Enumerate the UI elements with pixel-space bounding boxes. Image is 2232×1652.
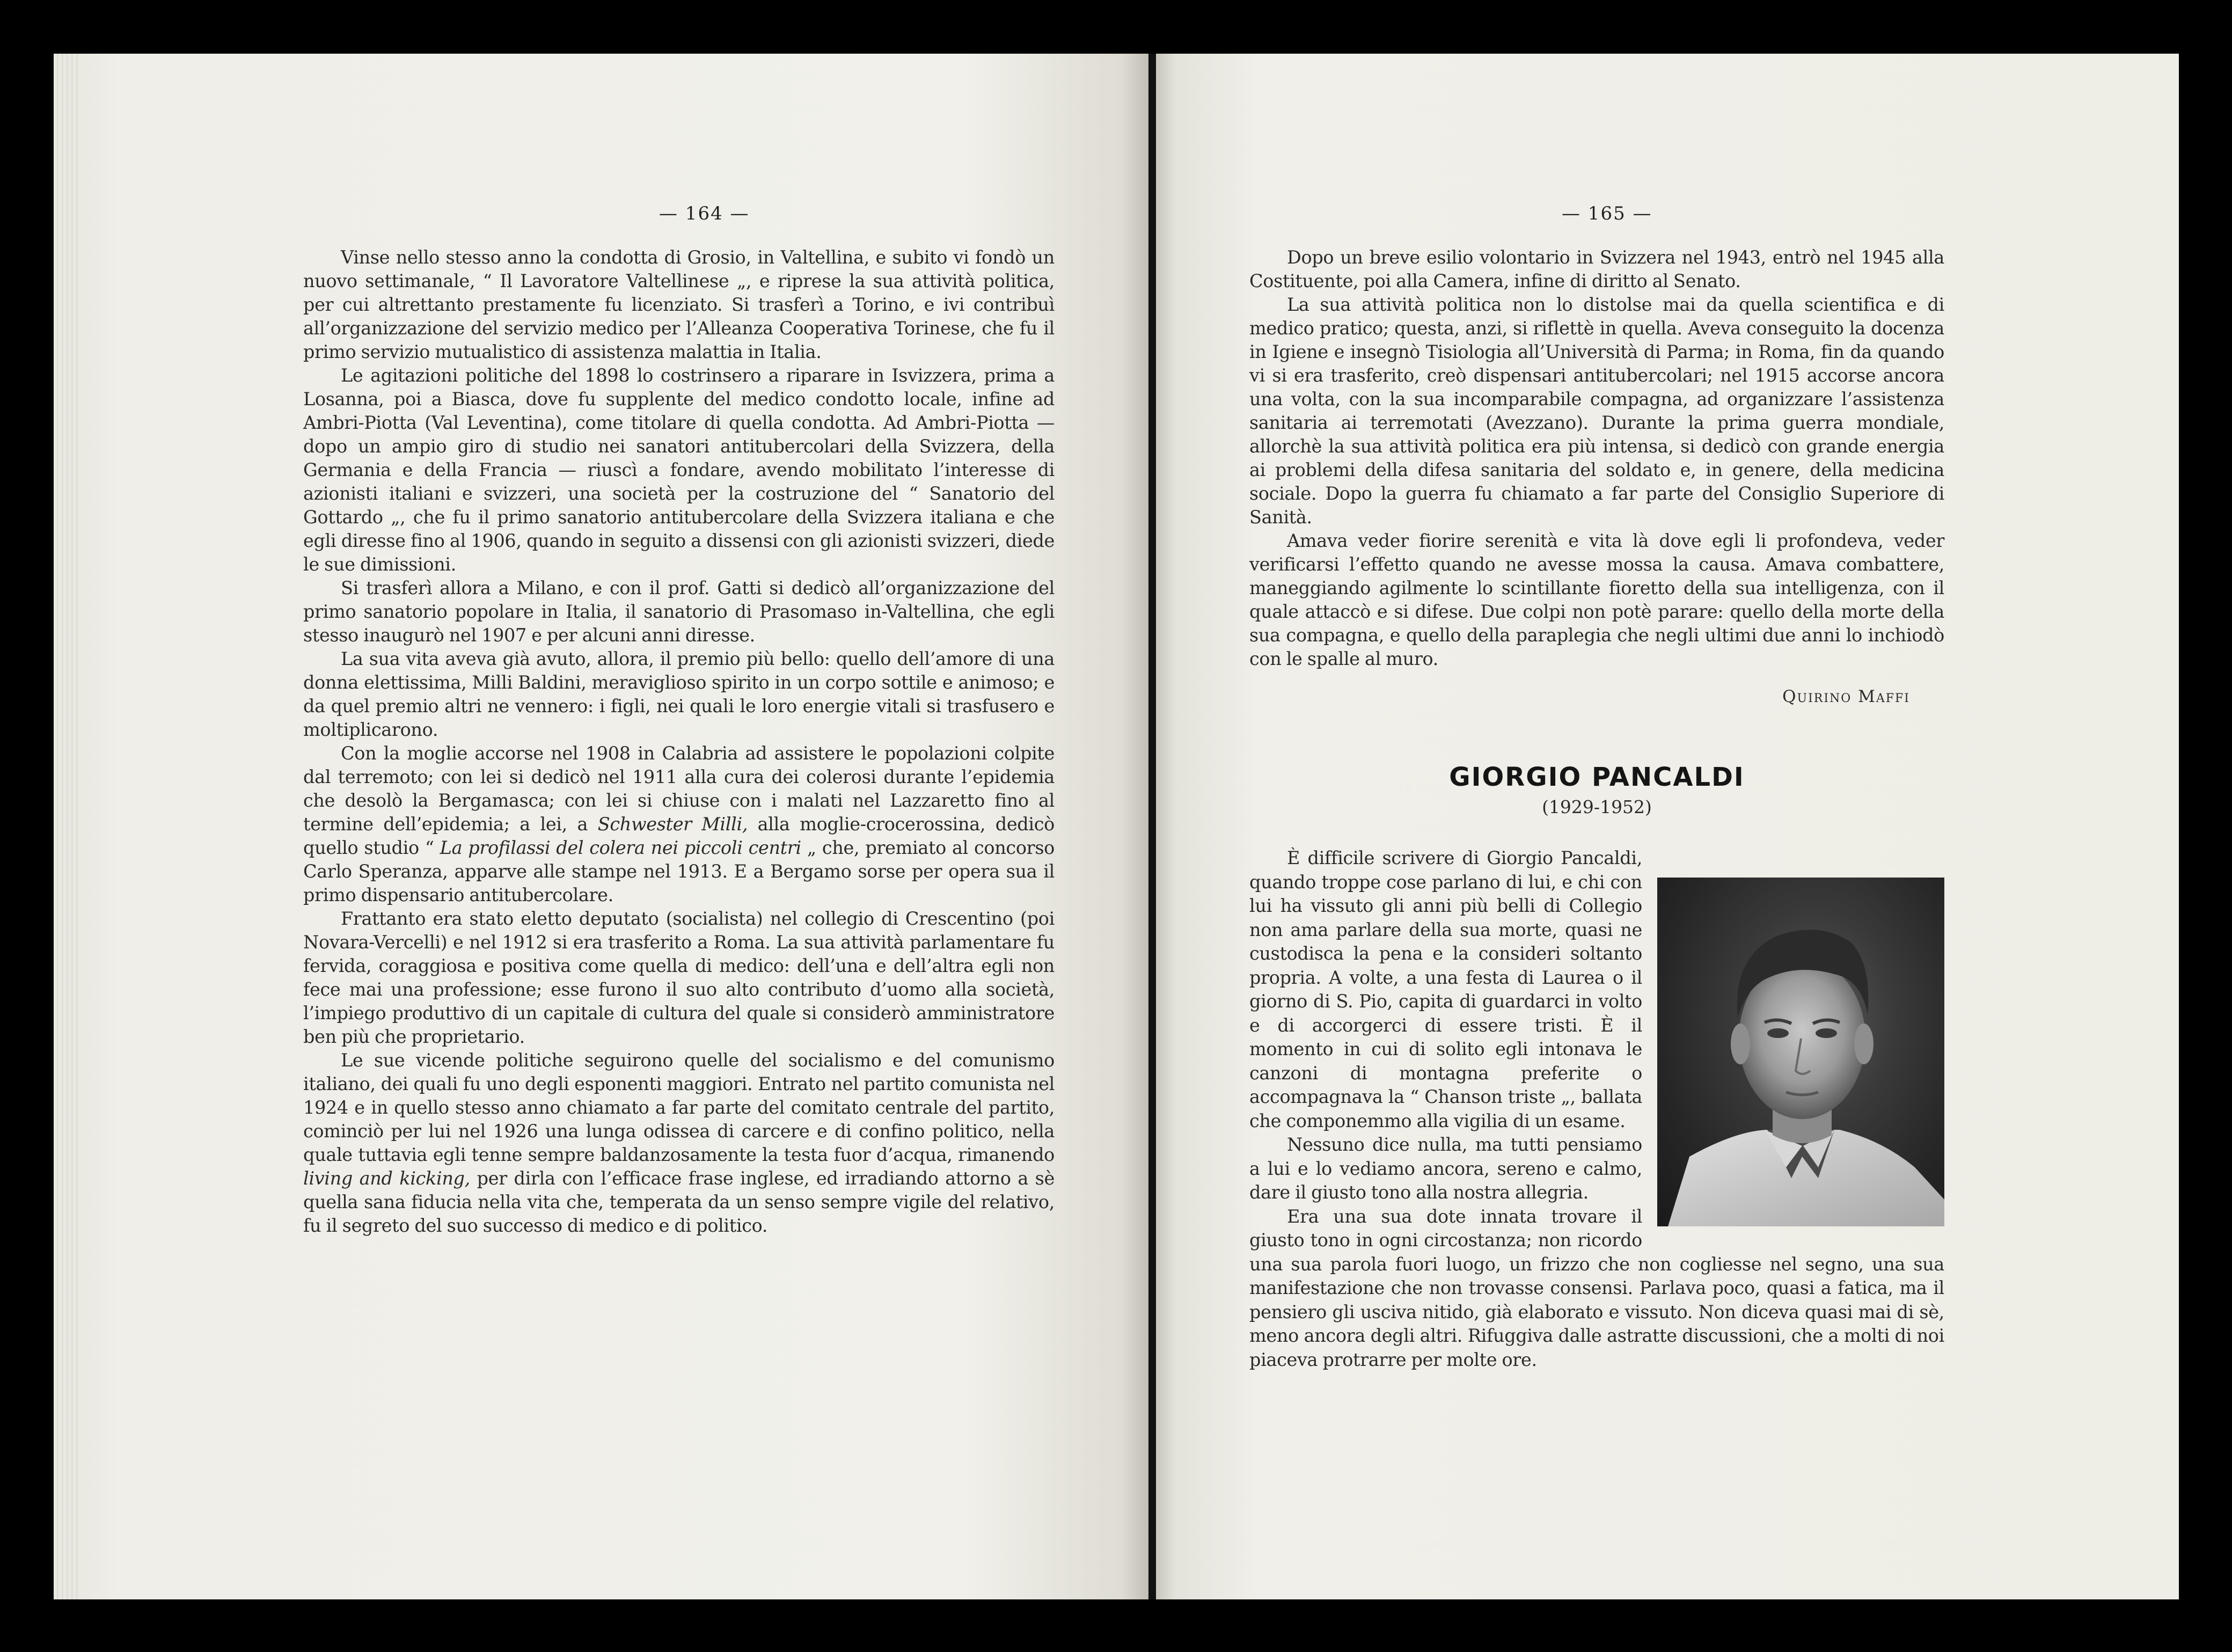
paragraph: Le sue vicende politiche seguirono quelle del socialismo e del comunismo italiano, dei quali fu uno degli esponenti maggiori. Entrato nel partito comunista nel 1924 e in quello stesso anno chiamato a far parte del comitato centrale del partito, cominciò per lui nel 1926 una lunga odissea di carcere e di confino politico, nella quale tuttavia egli tenne sempre baldanzosamente la testa fuor d’acqua, rimanendo living and kicking, per dirla con l’efficace frase inglese, ed irradiando attorno a sè quella sana fiducia nella vita che, temperata da un senso sempre vigile del relativo, fu il segreto del suo successo di medico e di politico. (303, 1050, 1055, 1236)
article-dates: (1929-1952) (1542, 796, 1652, 817)
portrait-photo (1657, 878, 1944, 1226)
italic-text: living and kicking, (303, 1168, 470, 1189)
paragraph: Dopo un breve esilio volontario in Svizzera nel 1943, entrò nel 1945 alla Costituente, poi alla Camera, infine di diritto al Senato. (1249, 247, 1944, 291)
paragraph: La sua vita aveva già avuto, allora, il premio più bello: quello dell’amore di una donna elettissima, Milli Baldini, meraviglioso spirito in un corpo sottile e animoso; e da quel premio altri ne vennero: i figli, nei quali le loro energie vitali si trasfusero e moltiplicarono. (303, 648, 1055, 740)
text-run: alla moglie-crocerossina, dedicò quello studio “ (303, 814, 1055, 858)
portrait-illustration (1657, 878, 1944, 1226)
paragraph: È difficile scrivere di Giorgio Pancaldi, quando troppe cose parlano di lui, e chi con lui ha vissuto gli anni più belli di Collegio non ama parlare della sua morte, quasi ne custodisca la pena e la consideri soltanto propria. A volte, a una festa di Laurea o il giorno di S. Pio, capita di guardarci in volto e di accorgerci di essere tristi. È il momento in cui di solito egli intonava le canzoni di montagna preferite o accompagnava la “ Chanson triste „, ballata che componemmo alla vigilia di un esame. (1249, 847, 1642, 1131)
paragraph: Era una sua dote innata trovare il giusto tono in ogni circostanza; non ricordo una sua parola fuori luogo, un frizzo che non cogliesse nel segno, una sua manifestazione che non trovasse consensi. Parlava poco, quasi a fatica, ma il pensiero gli usciva nitido, già elaborato e vissuto. Non diceva quasi mai di sè, meno ancora degli altri. Rifuggiva dalle astratte discussioni, che a molti di noi piaceva protrarre per molte ore. (1249, 1205, 1944, 1370)
text-run: „ che, premiato al concorso Carlo Speranza, apparve alle stampe nel 1913. E a Bergamo sorse per opera sua il primo dispensario antitubercolare. (303, 837, 1055, 905)
paragraph: Amava veder fiorire serenità e vita là dove egli li profondeva, veder verificarsi l’effetto quando ne avesse mossa la causa. Amava combattere, maneggiando agilmente lo scintillante fioretto della sua intelligenza, con il quale attaccò e si difese. Due colpi non potè parare: quello della morte della sua compagna, e quello della paraplegia che negli ultimi due anni lo inchiodò con le spalle al muro. (1249, 530, 1944, 669)
left-page-text (303, 246, 1055, 1238)
right-page-text (1249, 246, 1944, 671)
article-title: GIORGIO PANCALDI (1449, 762, 1745, 792)
italic-text: La profilassi del colera nei piccoli centri (440, 837, 801, 858)
paragraph: Frattanto era stato eletto deputato (socialista) nel collegio di Crescentino (poi Novara-Vercelli) e nel 1912 si era trasferito a Roma. La sua attività parlamentare fu fervida, coraggiosa e positiva come quella di medico: dell’una e dell’altra egli non fece mai una professione; esse furono il suo alto contributo d’uomo alla società, l’impiego produttivo di un capitale di cultura del quale si considerò amministratore ben più che proprietario. (303, 908, 1055, 1047)
book-gutter (1148, 54, 1156, 1599)
paragraph: La sua attività politica non lo distolse mai da quella scientifica e di medico pratico; questa, anzi, si riflettè in quella. Aveva conseguito la docenza in Igiene e insegnò Tisiologia all’Università di Parma; in Roma, fin da quando vi si era trasferito, creò dispensari antitubercolari; nel 1915 accorse ancora una volta, con la sua incomparabile compagna, ad organizzare l’assistenza sanitaria ai terremotati (Avezzano). Durante la prima guerra mondiale, allorchè la sua attività politica era più intensa, si dedicò con grande energia ai problemi della difesa sanitaria del soldato e, in genere, della medicina sociale. Dopo la guerra fu chiamato a far parte del Consiglio Superiore di Sanità. (1249, 294, 1944, 528)
page-edges (54, 54, 79, 1599)
paragraph: Vinse nello stesso anno la condotta di Grosio, in Valtellina, e subito vi fondò un nuovo settimanale, “ Il Lavoratore Valtellinese „, e riprese la sua attività politica, per cui altrettanto prestamente fu licenziato. Si trasferì a Torino, e ivi contribuì all’organizzazione del servizio medico per l’Alleanza Cooperativa Torinese, che fu il primo servizio mutualistico di assistenza malattia in Italia. (303, 247, 1055, 362)
italic-text: Schwester Milli, (597, 814, 748, 835)
page-number-right: — 165 — (1562, 203, 1652, 224)
paragraph: Nessuno dice nulla, ma tutti pensiamo a lui e lo vediamo ancora, sereno e calmo, dare il giusto tono alla nostra allegria. (1249, 1134, 1642, 1203)
text-run: Con la moglie accorse nel 1908 in Calabria ad assistere le popolazioni colpite dal terremoto; con lei si dedicò nel 1911 alla cura dei colerosi durante l’epidemia che desolò la Bergamasca; con lei si chiuse con i malati nel Lazzaretto fino al termine dell’epidemia; a lei, a (303, 743, 1055, 835)
paragraph: Le agitazioni politiche del 1898 lo costrinsero a riparare in Isvizzera, prima a Losanna, poi a Biasca, dove fu supplente del medico condotto locale, infine ad Ambri-Piotta (Val Leventina), come titolare di quella condotta. Ad Ambri-Piotta — dopo un ampio giro di studio nei sanatori antitubercolari della Svizzera, della Germania e della Francia — riuscì a fondare, avendo mobilitato l’interesse di azionisti italiani e svizzeri, una società per la costruzione del “ Sanatorio del Gottardo „, che fu il primo sanatorio antitubercolare della Svizzera italiana e che egli diresse fino al 1906, quando in seguito a dissensi con gli azionisti svizzeri, diede le sue dimissioni. (303, 365, 1055, 575)
paragraph: Si trasferì allora a Milano, e con il prof. Gatti si dedicò all’organizzazione del primo sanatorio popolare in Italia, il sanatorio di Prasomaso in-Valtellina, che egli stesso inaugurò nel 1907 e per alcuni anni diresse. (303, 578, 1055, 646)
paragraph (303, 742, 1055, 907)
author-signature: Quirino Maffi (1782, 687, 1910, 706)
article-body (1249, 846, 1944, 1372)
page-number-left: — 164 — (659, 203, 750, 224)
